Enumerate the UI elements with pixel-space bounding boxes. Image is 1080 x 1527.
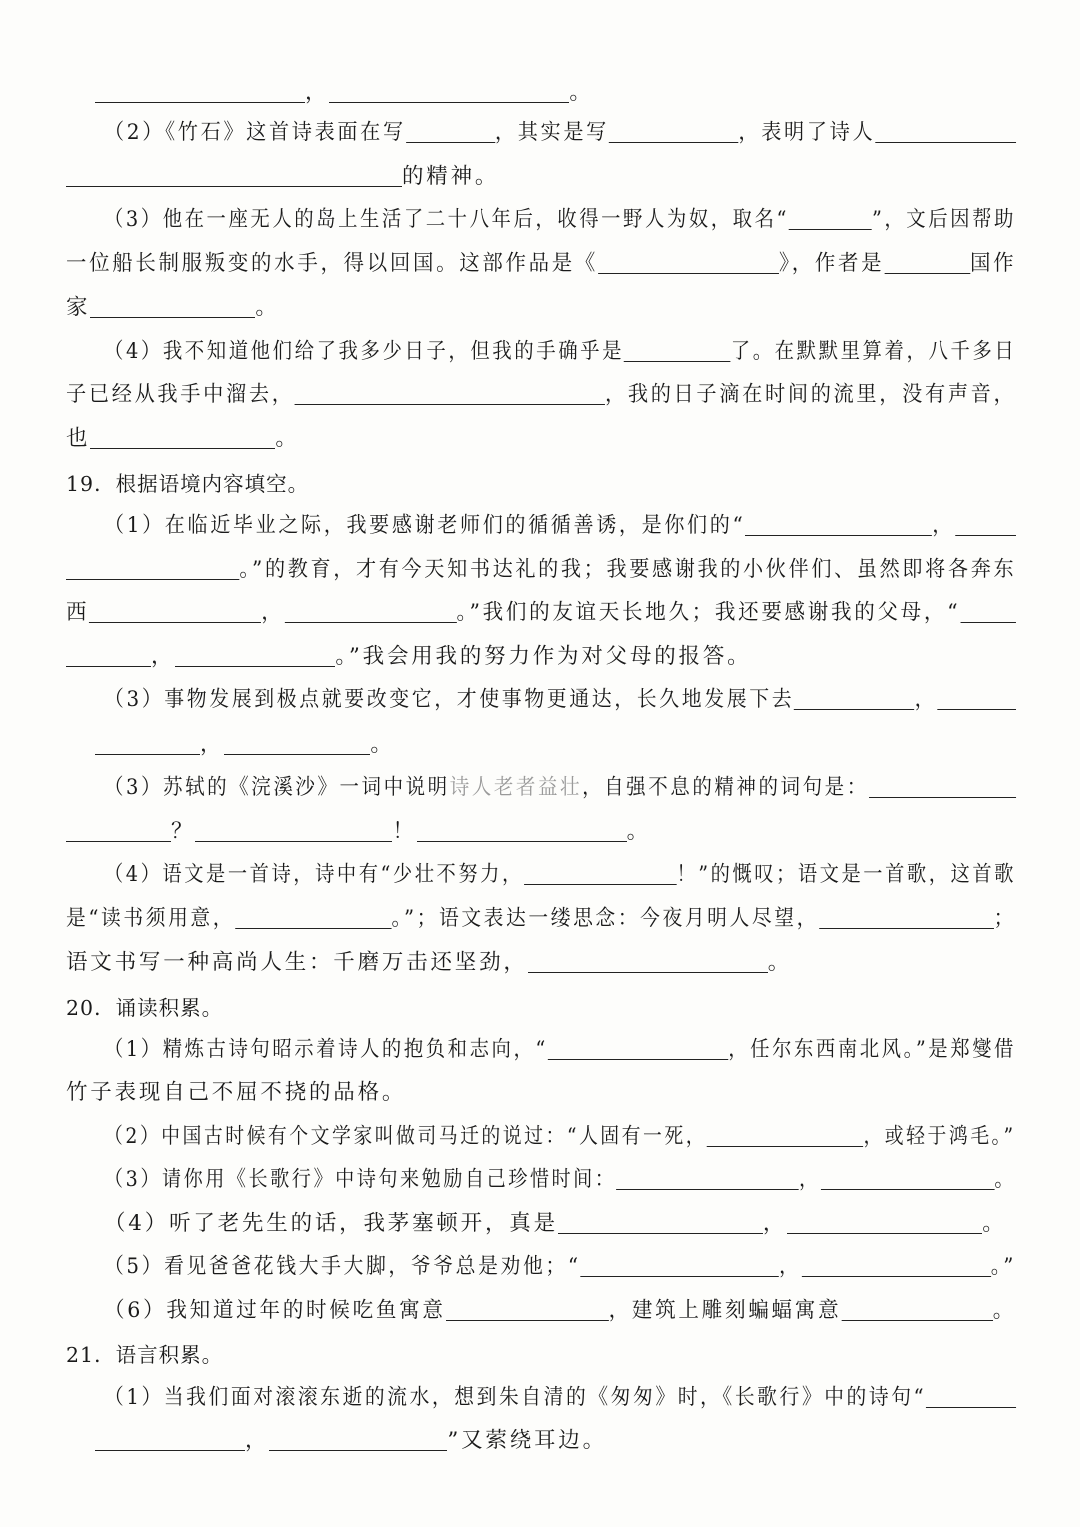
line-31 [104,1383,1016,1413]
text: 西 [66,600,90,625]
answer-blank[interactable] [329,80,569,103]
answer-blank[interactable] [609,120,738,143]
text: ”，文后因帮助 [871,207,1016,232]
text: 。 [255,295,280,320]
answer-blank[interactable] [66,819,171,842]
text: 。” [990,1254,1016,1279]
answer-blank[interactable] [195,819,392,842]
answer-blank[interactable] [175,644,335,667]
text: 。 [626,819,651,844]
text: 。 [275,426,300,451]
text: 。 [370,732,395,757]
text: 》，作者是 [778,251,885,276]
question-19-heading [66,469,309,499]
answer-blank[interactable] [235,906,391,929]
line-03 [66,162,499,192]
line-28 [104,1252,1016,1282]
text: 了。在默默里算着，八千多日 [730,339,1017,364]
answer-blank[interactable] [787,1211,982,1234]
text: 。 [994,1167,1016,1192]
text: ，任尔东西南北风。”是郑燮借 [728,1037,1016,1062]
answer-blank[interactable] [884,251,970,274]
text: 家 [66,295,91,320]
answer-blank[interactable] [417,819,627,842]
text: 19．根据语境内容填空。 [66,472,310,496]
answer-blank[interactable] [960,600,1015,623]
text: ！ [392,819,417,844]
answer-blank[interactable] [66,644,151,667]
text: 。 [992,1298,1017,1323]
line-02 [104,118,1016,148]
text: ，其实是写 [494,120,609,145]
line-06 [66,293,280,323]
line-14 [66,642,751,672]
answer-blank[interactable] [794,687,914,710]
text: ， [200,732,225,757]
text: ， [245,1428,270,1453]
text: （3）请你用《长歌行》中诗句来勉励自己珍惜时间： [104,1167,617,1192]
text: ， [305,80,330,105]
text: （4）语文是一首诗，诗中有“少壮不努力， [104,862,524,887]
answer-blank[interactable] [66,164,402,187]
answer-blank[interactable] [581,1254,779,1277]
text: ， [799,1167,821,1192]
answer-blank[interactable] [269,1428,447,1451]
text: ，建筑上雕刻蝙蝠寓意 [608,1298,842,1323]
answer-blank[interactable] [789,207,872,230]
text: ？ [171,819,196,844]
answer-blank[interactable] [89,600,261,623]
text: 。 [569,80,594,105]
answer-blank[interactable] [446,1298,609,1321]
line-23 [104,1035,1016,1065]
line-08 [66,380,1016,410]
text: ，表明了诗人 [738,120,876,145]
text: （1）当我们面对滚滚东逝的流水，想到朱自清的《匆匆》时，《长歌行》中的诗句“ [104,1385,927,1410]
text: （3）事物发展到极点就要改变它，才使事物更通达，长久地发展下去 [104,687,795,712]
answer-blank[interactable] [95,80,305,103]
answer-blank[interactable] [819,906,994,929]
text: （4）我不知道他们给了我多少日子，但我的手确乎是 [104,339,625,364]
answer-blank[interactable] [869,775,1016,798]
text: 子已经从我手中溜去， [66,382,295,407]
text: 。”我会用我的努力作为对父母的报答。 [335,644,752,669]
answer-blank[interactable] [284,600,456,623]
line-04 [104,205,1016,235]
text: （3）他在一座无人的岛上生活了二十八年后，收得一野人为奴，取名“ [104,207,789,232]
text: ； [993,906,1017,931]
line-13 [66,598,1016,628]
text: 。 [982,1211,1007,1236]
line-26 [104,1165,1016,1195]
answer-blank[interactable] [95,732,200,755]
answer-blank[interactable] [926,1385,1016,1408]
line-07 [104,337,1016,367]
text: 也 [66,426,91,451]
text: 国作 [969,251,1017,276]
answer-blank[interactable] [624,339,731,362]
text: 20．诵读积累。 [66,996,224,1020]
line-12 [66,555,1016,585]
text: 21．语言积累。 [66,1343,224,1367]
text: 。”的教育，才有今天知书达礼的我；我要感谢我的小伙伴们、虽然即将各奔东 [239,557,1017,582]
line-21 [66,948,792,978]
answer-blank[interactable] [616,1167,799,1190]
answer-blank[interactable] [66,557,239,580]
text: ，我的日子滴在时间的流里，没有声音， [604,382,1017,407]
line-11 [104,511,1016,541]
answer-blank[interactable] [295,382,605,405]
text: ， [779,1254,802,1279]
line-01 [95,78,594,108]
text: ， [261,600,285,625]
line-19 [104,860,1016,890]
line-15 [104,685,1016,715]
text: ”又萦绕耳边。 [447,1428,607,1453]
line-32 [95,1426,607,1456]
text: （2）《竹石》这首诗表面在写 [104,120,406,145]
answer-blank[interactable] [524,862,677,885]
text: 竹子表现自己不屈不挠的品格。 [66,1080,407,1105]
text: ， [151,644,176,669]
text: （4）听了老先生的话，我茅塞顿开，真是 [104,1211,558,1236]
text: 语文书写一种高尚人生：千磨万击还坚劲， [66,950,528,975]
text: 是“读书须用意， [66,906,236,931]
answer-blank[interactable] [224,732,370,755]
answer-blank[interactable] [95,1428,245,1451]
line-17 [104,773,1016,803]
line-05 [66,249,1016,279]
line-29 [104,1296,1016,1326]
answer-blank[interactable] [955,513,1016,536]
text: 。”；语文表达一缕思念：今夜月明人尽望， [391,906,819,931]
text: ， [932,513,955,538]
text: 的精神。 [402,164,500,189]
question-20-heading [66,993,223,1023]
text: ，或轻于鸿毛。” [863,1124,1016,1149]
line-25 [104,1122,1016,1152]
answer-blank[interactable] [558,1211,763,1234]
line-24 [66,1078,406,1108]
text: 。”我们的友谊天长地久；我还要感谢我的父母，“ [456,600,961,625]
text: ， [762,1211,788,1236]
text: 。 [767,950,793,975]
line-20 [66,904,1016,934]
answer-blank[interactable] [801,1254,990,1277]
text: 一位船长制服叛变的水手，得以回国。这部作品是《 [66,251,599,276]
text: （6）我知道过年的时候吃鱼寓意 [104,1298,446,1323]
line-09 [66,424,300,454]
line-27 [104,1209,1007,1239]
answer-blank[interactable] [745,513,932,536]
text: （1）精炼古诗句昭示着诗人的抱负和志向，“ [104,1037,548,1062]
line-18 [66,817,651,847]
text: （5）看见爸爸花钱大手大脚，爷爷总是劝他；“ [104,1254,581,1279]
answer-blank[interactable] [548,1037,728,1060]
text: ，自强不息的精神的词句是： [582,775,869,800]
answer-blank[interactable] [821,1167,995,1190]
question-21-heading [66,1340,223,1370]
faded-text: 诗人老者益壮 [449,775,583,800]
answer-blank[interactable] [875,120,1016,143]
answer-blank[interactable] [90,295,255,318]
answer-blank[interactable] [937,687,1016,710]
answer-blank[interactable] [90,426,275,449]
text: （2）中国古时候有个文学家叫做司马迁的说过：“人固有一死， [104,1124,708,1149]
answer-blank[interactable] [406,120,495,143]
answer-blank[interactable] [528,950,768,973]
text: ！”的慨叹；语文是一首歌，这首歌 [676,862,1016,887]
text: （3）苏轼的《浣溪沙》一词中说明 [104,775,450,800]
text: ， [914,687,938,712]
text: （1）在临近毕业之际，我要感谢老师们的循循善诱，是你们的“ [104,513,746,538]
answer-blank[interactable] [598,251,779,274]
answer-blank[interactable] [841,1298,992,1321]
answer-blank[interactable] [707,1124,863,1147]
line-16 [95,730,395,760]
